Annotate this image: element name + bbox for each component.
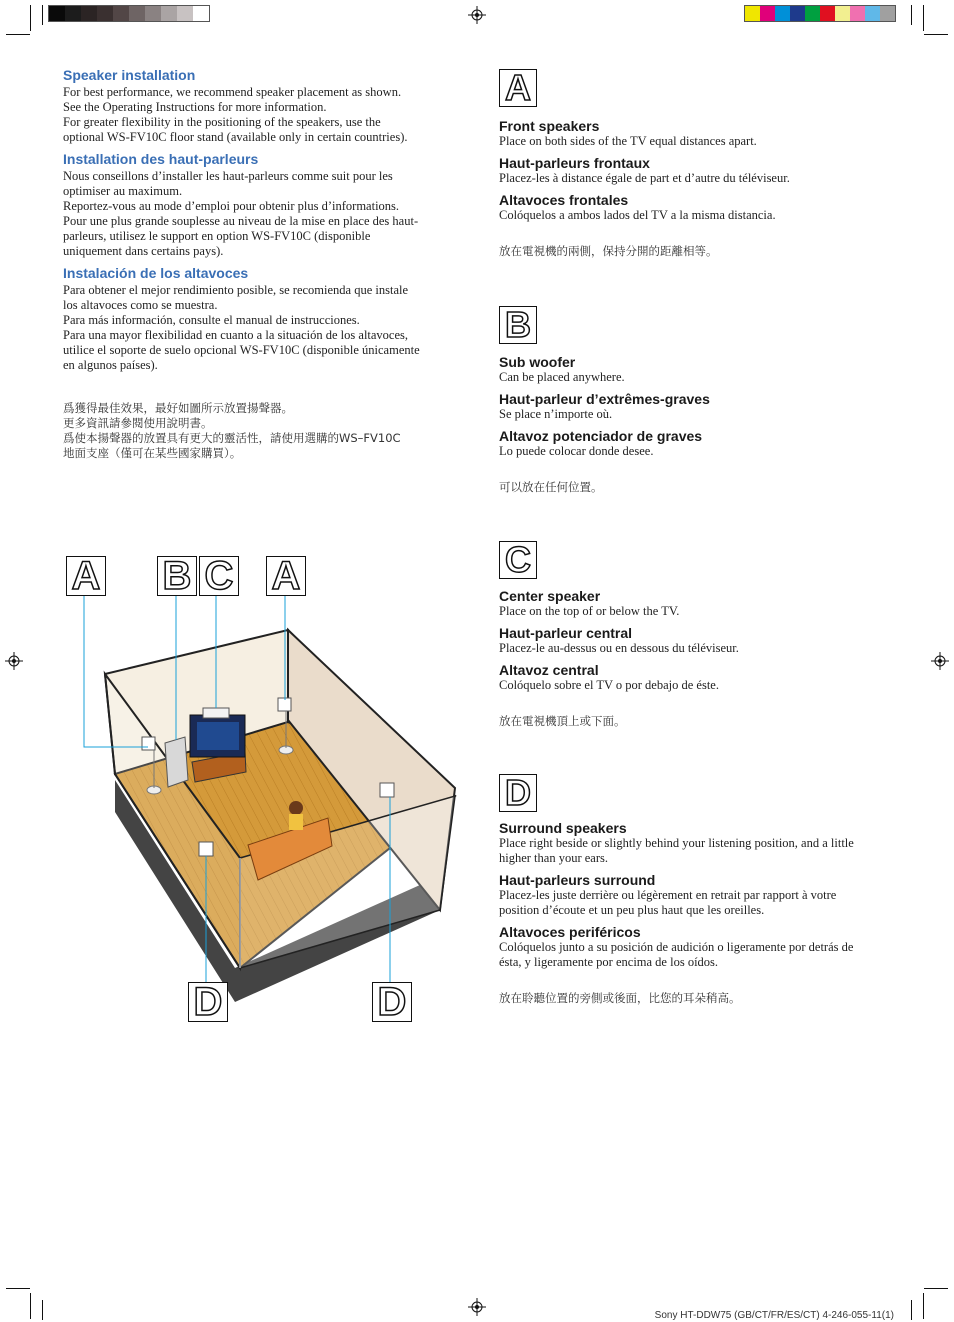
- item-title: Altavoces periféricos: [499, 924, 641, 940]
- color-swatch: [97, 6, 113, 21]
- color-swatch: [805, 6, 820, 21]
- diagram-label-b: B: [157, 556, 197, 596]
- item-text: Se place n’importe où.: [499, 407, 613, 421]
- item-text: Place on the top of or below the TV.: [499, 604, 680, 618]
- color-swatch: [790, 6, 805, 21]
- paragraph: Para más información, consulte el manual de instrucciones.: [63, 313, 360, 327]
- diagram-label-d-right: D: [372, 982, 412, 1022]
- item-text: Placez-le au-dessus ou en dessous du téléviseur.: [499, 641, 739, 655]
- chinese-line: 放在電視機頂上或下面。: [499, 714, 626, 728]
- paragraph: For greater flexibility in the positioning of the speakers, use the optional WS-FV10C floor stand (available only in certain countries).: [63, 115, 408, 144]
- crop-mark: [924, 34, 948, 35]
- crop-mark: [6, 34, 30, 35]
- crop-mark: [42, 5, 43, 25]
- chinese-line: 地面支座（僅可在某些國家購買）。: [63, 446, 242, 460]
- crop-mark: [924, 1288, 948, 1289]
- chinese-line: 放在電視機的兩側，保持分開的距離相等。: [499, 244, 718, 258]
- item-title: Haut-parleur d’extrêmes-graves: [499, 391, 710, 407]
- item-text: Colóquelos junto a su posición de audición o ligeramente por detrás de ésta, y ligeramente por encima de los oídos.: [499, 940, 854, 969]
- item-text: Lo puede colocar donde desee.: [499, 444, 654, 458]
- crop-mark: [42, 1300, 43, 1320]
- section-en: [63, 67, 423, 145]
- front-speaker-left: [142, 737, 155, 750]
- color-swatch: [775, 6, 790, 21]
- color-swatch: [113, 6, 129, 21]
- color-swatch: [880, 6, 895, 21]
- block-d: [499, 820, 879, 1006]
- crop-mark: [6, 1288, 30, 1289]
- crop-mark: [30, 5, 31, 31]
- paragraph: Para obtener el mejor rendimiento posible, se recomienda que instale los altavoces como se muestra.: [63, 283, 409, 312]
- listener: [289, 801, 303, 815]
- registration-mark-icon: [931, 652, 949, 670]
- letter-box-b: B: [499, 306, 537, 344]
- registration-mark-icon: [468, 6, 486, 24]
- item-title: Surround speakers: [499, 820, 627, 836]
- crop-mark: [923, 5, 924, 31]
- item-title: Center speaker: [499, 588, 601, 604]
- item-text: Placez-les à distance égale de part et d’autre du téléviseur.: [499, 171, 790, 185]
- surround-speaker-left: [199, 842, 213, 856]
- block-b: [499, 354, 879, 495]
- color-swatch: [745, 6, 760, 21]
- item-text: Place right beside or slightly behind your listening position, and a little higher than your ears.: [499, 836, 854, 865]
- paragraph: Pour une plus grande souplesse au niveau de la mise en place des haut-parleurs, utilisez le support en option WS-FV10C (disponible uniquement dans certains pays).: [63, 214, 419, 258]
- surround-speaker-right: [380, 783, 394, 797]
- item-text: Place on both sides of the TV equal distances apart.: [499, 134, 757, 148]
- chinese-line: 爲獲得最佳效果，最好如圖所示放置揚聲器。: [63, 401, 293, 415]
- block-c: [499, 588, 879, 729]
- color-swatch: [835, 6, 850, 21]
- item-text: Colóquelos a ambos lados del TV a la misma distancia.: [499, 208, 776, 222]
- item-title: Haut-parleur central: [499, 625, 633, 641]
- color-swatch: [49, 6, 65, 21]
- crop-mark: [911, 1300, 912, 1320]
- chinese-line: 更多資訊請參閱使用說明書。: [63, 416, 213, 430]
- diagram-label-a-left: A: [66, 556, 106, 596]
- process-color-bar: [744, 5, 896, 22]
- diagram-label-a-right: A: [266, 556, 306, 596]
- paragraph: For best performance, we recommend speaker placement as shown.: [63, 85, 402, 99]
- item-title: Altavoz central: [499, 662, 599, 678]
- color-swatch: [177, 6, 193, 21]
- item-text: Colóquelo sobre el TV o por debajo de éste.: [499, 678, 719, 692]
- paragraph: Para una mayor flexibilidad en cuanto a la situación de los altavoces, utilice el soporte de suelo opcional WS-FV10C (disponible únicamente en algunos países).: [63, 328, 420, 372]
- diagram-label-c: C: [199, 556, 239, 596]
- section-heading: Speaker installation: [63, 67, 196, 83]
- letter-box-d: D: [499, 774, 537, 812]
- crop-mark: [911, 5, 912, 25]
- chinese-line: 爲使本揚聲器的放置具有更大的靈活性，請使用選購的WS–FV10C: [63, 431, 401, 445]
- crop-mark: [923, 1293, 924, 1319]
- color-swatch: [820, 6, 835, 21]
- letter-box-c: C: [499, 541, 537, 579]
- registration-mark-icon: [468, 1298, 486, 1316]
- color-swatch: [193, 6, 209, 21]
- item-title: Front speakers: [499, 118, 600, 134]
- color-swatch: [65, 6, 81, 21]
- color-swatch: [865, 6, 880, 21]
- section-zh: [63, 401, 423, 461]
- item-text: Placez-les juste derrière ou légèrement en retrait par rapport à votre position d’écoute et un peu plus haut que les oreilles.: [499, 888, 837, 917]
- registration-mark-icon: [5, 652, 23, 670]
- color-swatch: [145, 6, 161, 21]
- chinese-line: 可以放在任何位置。: [499, 480, 603, 494]
- left-text-column: [63, 67, 423, 461]
- item-title: Haut-parleurs surround: [499, 872, 656, 888]
- letter-box-a: A: [499, 69, 537, 107]
- section-heading: Instalación de los altavoces: [63, 265, 249, 281]
- color-swatch: [81, 6, 97, 21]
- paragraph: Reportez-vous au mode d’emploi pour obtenir plus d’informations.: [63, 199, 400, 213]
- center-speaker: [203, 708, 229, 718]
- section-heading: Installation des haut-parleurs: [63, 151, 259, 167]
- section-es: [63, 265, 423, 373]
- color-swatch: [850, 6, 865, 21]
- color-swatch: [161, 6, 177, 21]
- subwoofer: [165, 737, 188, 787]
- block-a: [499, 118, 879, 259]
- section-fr: [63, 151, 423, 259]
- paragraph: Nous conseillons d’installer les haut-parleurs comme suit pour les optimiser au maximum.: [63, 169, 393, 198]
- grayscale-color-bar: [48, 5, 210, 22]
- speaker-placement-diagram: [60, 550, 470, 1030]
- item-title: Altavoz potenciador de graves: [499, 428, 703, 444]
- footer-code: Sony HT-DDW75 (GB/CT/FR/ES/CT) 4-246-055-11(1): [654, 1310, 894, 1321]
- paragraph: See the Operating Instructions for more information.: [63, 100, 327, 114]
- crop-mark: [30, 1293, 31, 1319]
- chinese-line: 放在聆聽位置的旁側或後面，比您的耳朵稍高。: [499, 991, 741, 1005]
- color-swatch: [129, 6, 145, 21]
- item-title: Haut-parleurs frontaux: [499, 155, 650, 171]
- item-title: Altavoces frontales: [499, 192, 629, 208]
- diagram-label-d-left: D: [188, 982, 228, 1022]
- color-swatch: [760, 6, 775, 21]
- item-title: Sub woofer: [499, 354, 576, 370]
- item-text: Can be placed anywhere.: [499, 370, 625, 384]
